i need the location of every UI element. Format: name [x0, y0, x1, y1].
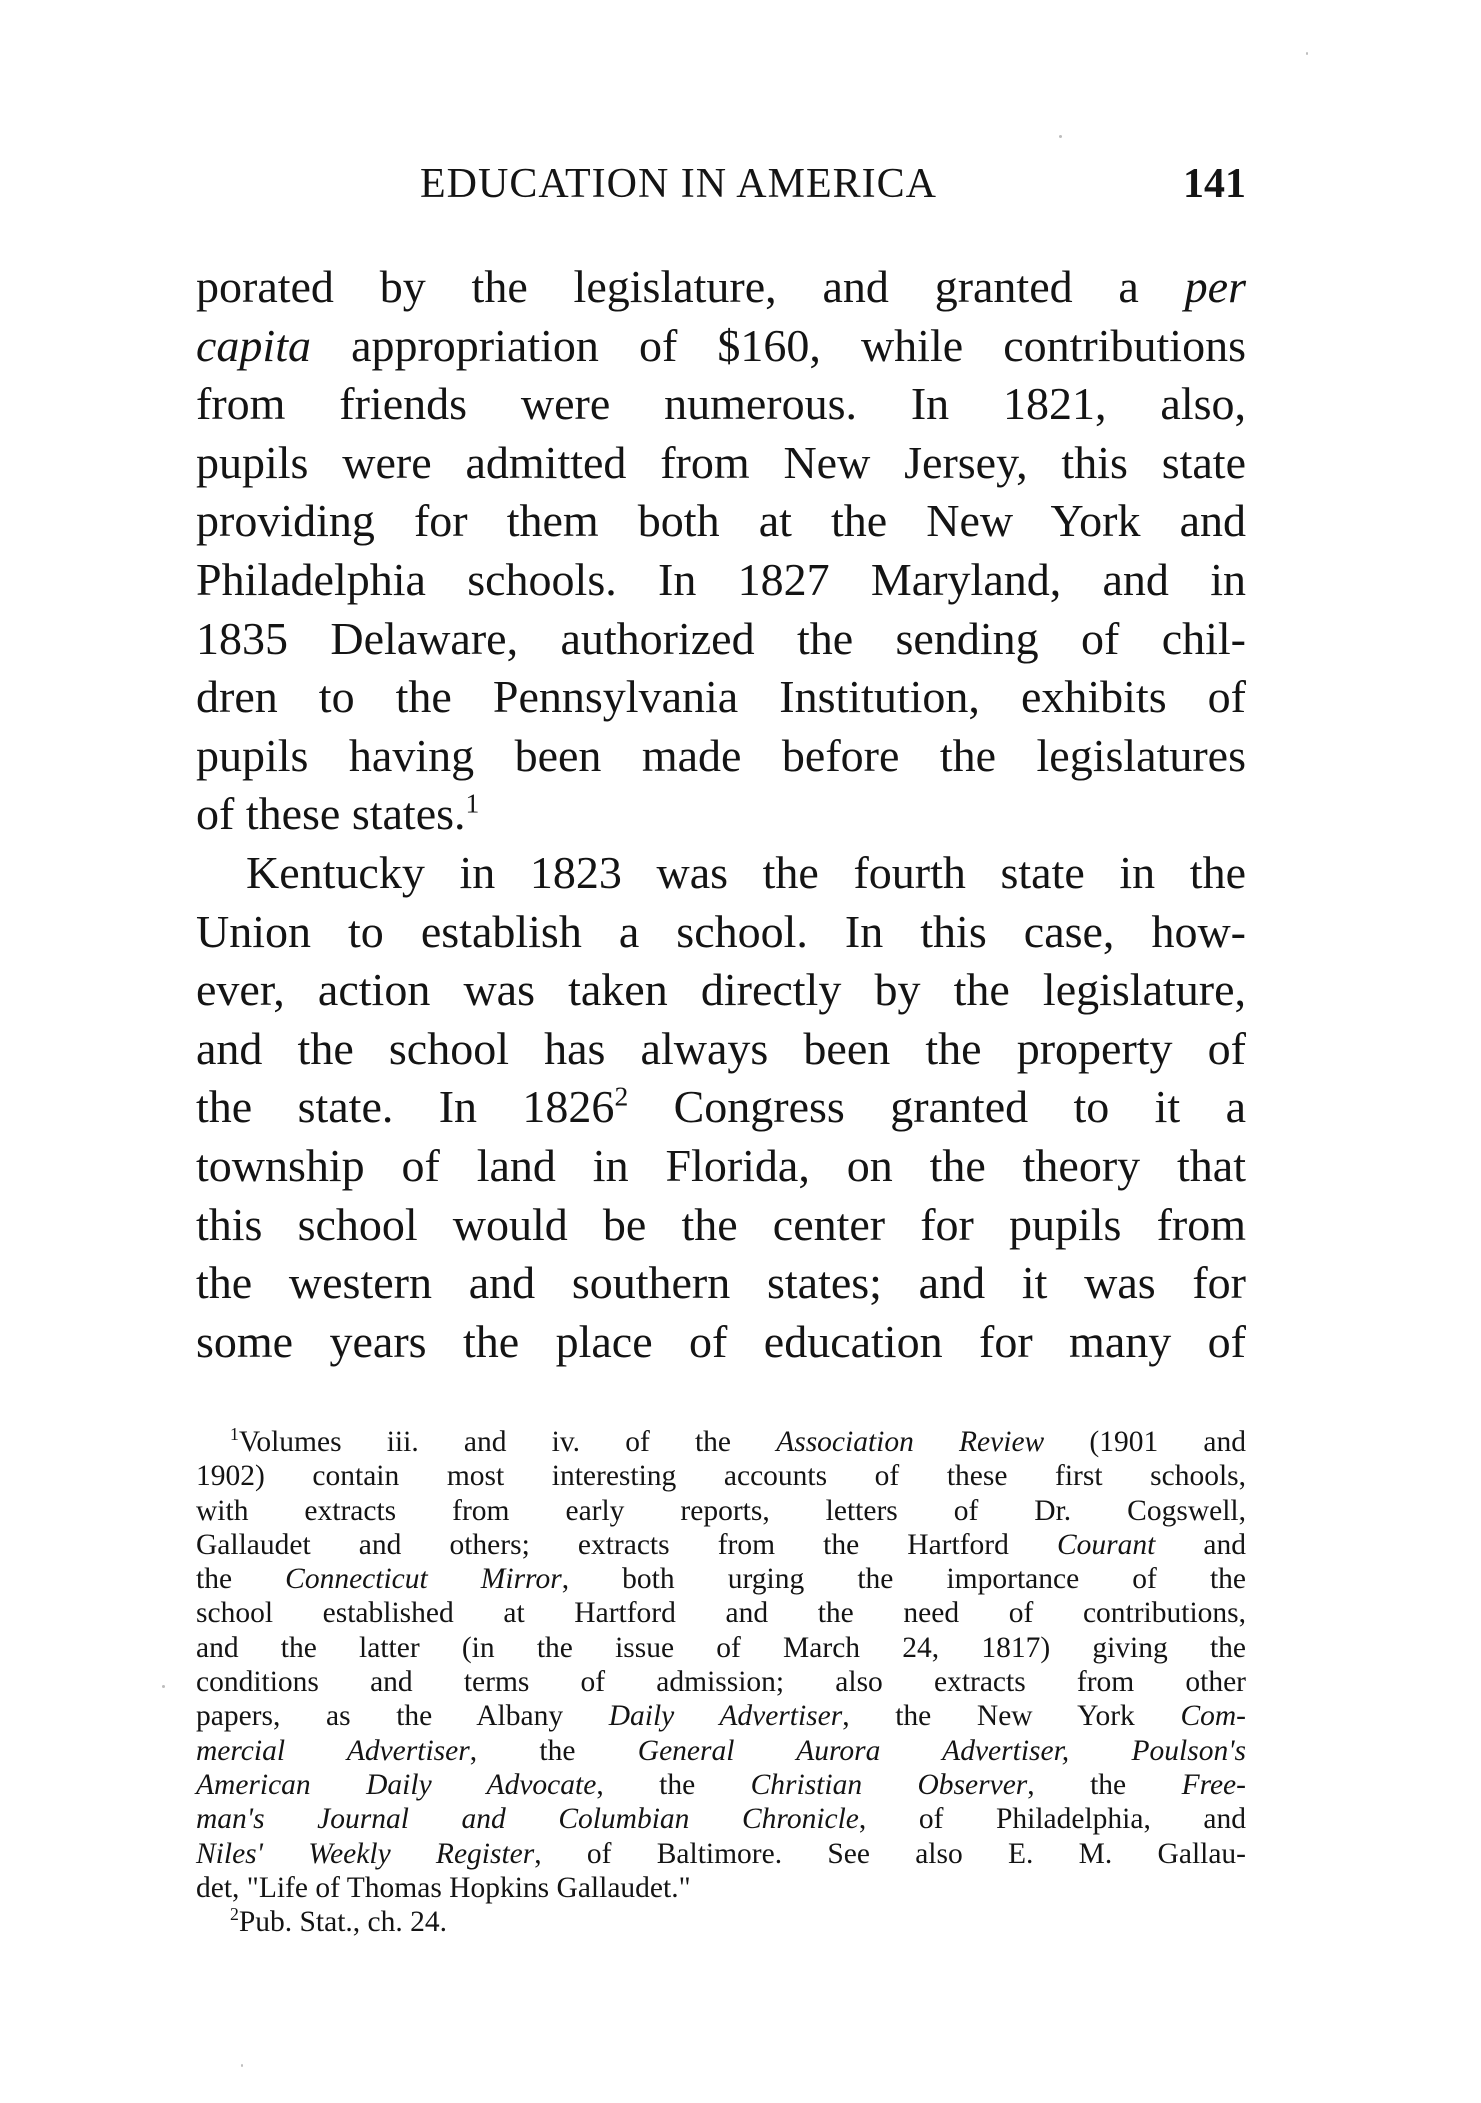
footnote-ref-1: 1	[465, 788, 480, 820]
text-line: capita appropriation of $160, while contributions	[196, 319, 1246, 371]
footnote-marker-2: 2	[230, 1904, 239, 1925]
text-line: providing for them both at the New York and	[196, 495, 1246, 547]
scan-speck	[1306, 52, 1308, 55]
scan-speck	[241, 2064, 243, 2067]
text-line: dren to the Pennsylvania Institution, exhibits of	[196, 671, 1246, 723]
footnote-line: American Daily Advocate, the Christian Observer, the Free-	[196, 1768, 1246, 1801]
text-line: township of land in Florida, on the theory that	[196, 1139, 1246, 1191]
footnote-line: school established at Hartford and the need of contributions,	[196, 1597, 1246, 1630]
footnote-line: man's Journal and Columbian Chronicle, of Philadelphia, and	[196, 1803, 1246, 1836]
footnote-line: conditions and terms of admission; also extracts from other	[196, 1666, 1246, 1699]
text-line: 1835 Delaware, authorized the sending of chil-	[196, 612, 1246, 664]
footnotes	[196, 1425, 1246, 1939]
text-line: ever, action was taken directly by the legislature,	[196, 964, 1246, 1016]
body-text	[196, 258, 1246, 1371]
text-line: some years the place of education for many of	[196, 1315, 1246, 1367]
running-head	[196, 160, 1246, 210]
footnote-line: Gallaudet and others; extracts from the Hartford Courant and	[196, 1528, 1247, 1561]
text-line: this school would be the center for pupils from	[196, 1198, 1246, 1250]
footnote-line: Niles' Weekly Register, of Baltimore. See also E. M. Gallau-	[196, 1837, 1246, 1870]
footnote-marker-1: 1	[230, 1424, 239, 1445]
text-line: porated by the legislature, and granted a per	[196, 261, 1246, 312]
text-line: Union to establish a school. In this case, how-	[196, 905, 1246, 957]
text-line: the state. In 1826$^2$ Congress granted to it a	[196, 1080, 1246, 1133]
text-line: and the school has always been the property of	[196, 1022, 1246, 1074]
scan-speck	[1059, 135, 1062, 138]
text-line: pupils were admitted from New Jersey, this state	[196, 436, 1246, 488]
footnote-line: with extracts from early reports, letters of Dr. Cogswell,	[196, 1494, 1246, 1527]
scan-speck	[162, 1685, 165, 1688]
text-line: of these states.$^1$	[196, 788, 480, 840]
page-number: 141	[1183, 161, 1246, 207]
footnote-line: and the latter (in the issue of March 24, 1817) giving the	[196, 1631, 1246, 1664]
text-line: Kentucky in 1823 was the fourth state in the	[246, 846, 1246, 898]
footnote-line: det, "Life of Thomas Hopkins Gallaudet."	[196, 1871, 691, 1904]
footnote-line: papers, as the Albany Daily Advertiser, the New York Com-	[196, 1700, 1246, 1733]
text-line: the western and southern states; and it was for	[196, 1257, 1246, 1309]
footnote-line: $^1$Volumes iii. and iv. of the Association Review (1901 and	[230, 1424, 1246, 1458]
footnote-ref-2: 2	[614, 1080, 629, 1112]
footnote-line: the Connecticut Mirror, both urging the importance of the	[196, 1563, 1246, 1596]
text-line: pupils having been made before the legislatures	[196, 729, 1246, 781]
running-title: EDUCATION IN AMERICA	[420, 161, 937, 207]
text-line: from friends were numerous. In 1821, also,	[196, 378, 1246, 430]
footnote-line: $^2$Pub. Stat., ch. 24.	[230, 1904, 447, 1939]
text-line: Philadelphia schools. In 1827 Maryland, and in	[196, 553, 1246, 605]
footnote-line: mercial Advertiser, the General Aurora Advertiser, Poulson's	[196, 1734, 1246, 1767]
footnote-line: 1902) contain most interesting accounts of these first schools,	[196, 1460, 1246, 1493]
